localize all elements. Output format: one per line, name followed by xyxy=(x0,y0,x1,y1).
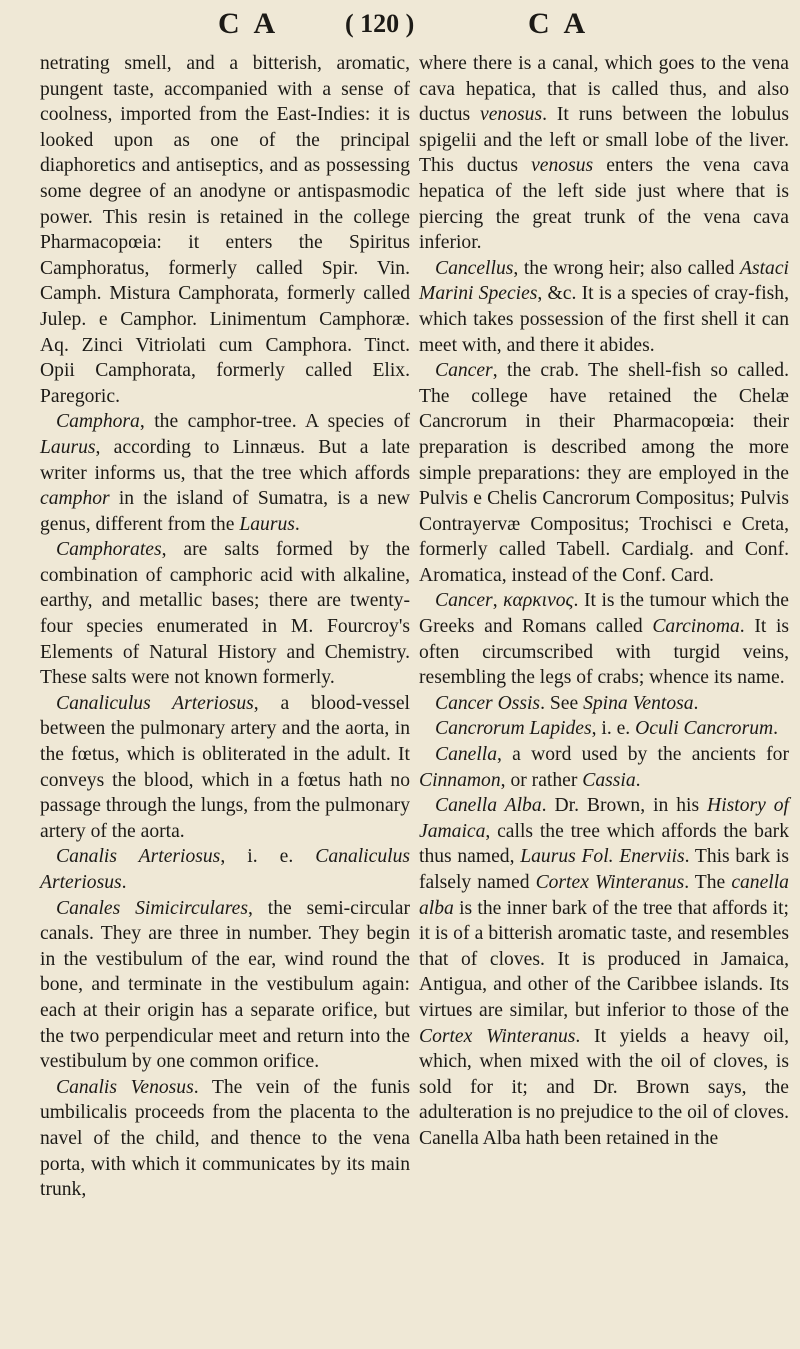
entry-camphora: Camphora, the camphor-tree. A species of Laurus, according to Linnæus. But a late writer informs us, that the tree which affords camphor in the island of Sumatra, is a new genus, different from the Laurus. xyxy=(40,411,410,535)
entry-cancrorum-lapides: Cancrorum Lapides, i. e. Oculi Cancrorum. xyxy=(435,718,779,740)
header-right-guide: C A xyxy=(528,7,590,40)
entry-term: Canella Alba xyxy=(435,795,542,817)
entry-camphor-continued: netrating smell, and a bitterish, aromatic, pungent taste, accompanied with a sense of coolness, imported from the East-Indies: it is looked upon as one of the principal diaphoretics and antiseptics, and as possessing some degree of an anodyne or antispasmodic power. This resin is retained in the college Pharmacopœia: it enters the Spiritus Camphoratus, formerly called Spir. Vin. Camph. Mistura Camphorata, formerly called Julep. e Camphor. Linimentum Camphoræ. Aq. Zinci Vitriolati cum Camphora. Tinct. Opii Camphorata, formerly called Elix. Paregoric. xyxy=(40,53,410,407)
entry-term: Camphorates xyxy=(56,539,162,561)
entry-canella: Canella, a word used by the ancients for Cinnamon, or rather Cassia. xyxy=(419,744,789,791)
entry-canella-alba: Canella Alba. Dr. Brown, in his History of Jamaica, calls the tree which affords the bark thus named, Laurus Fol. Enerviis. This bark is falsely named Cortex Winteranus. The canella alba is the inner bark of the tree that affords it; it is of a bitterish aromatic taste, and resembles that of cloves. It is produced in Jamaica, Antigua, and other of the Caribbee islands. Its virtues are similar, but inferior to those of the Cortex Winteranus. It yields a heavy oil, which, when mixed with the oil of cloves, is sold for it; and Dr. Brown says, the adulteration is no prejudice to the oil of cloves. Canella Alba hath been retained in the xyxy=(419,795,790,1149)
entry-camphorates: Camphorates, are salts formed by the combination of camphoric acid with alkaline, earthy, and metallic bases; there are twenty-four species enumerated in M. Fourcroy's Elements of Natural History and Chemistry. These salts were not known formerly. xyxy=(40,539,410,689)
entry-cancer-ossis: Cancer Ossis. See Spina Ventosa. xyxy=(435,692,699,714)
entry-canalis-arteriosus: Canalis Arteriosus, i. e. Canaliculus Arteriosus. xyxy=(40,846,410,893)
entry-term: Cancer xyxy=(435,590,493,612)
cross-reference: Cassia xyxy=(582,769,636,791)
entry-term: Cancellus xyxy=(435,257,514,279)
header-left-guide: C A xyxy=(218,7,280,40)
entry-canalis-venosus: Canalis Venosus. The vein of the funis umbilicalis proceeds from the placenta to the navel of the child, and thence to the vena porta, with which it communicates by its main trunk, xyxy=(40,1076,410,1201)
entry-term: Canales Simicirculares xyxy=(56,897,248,919)
entry-cancer-crab: Cancer, the crab. The shell-fish so called. The college have retained the Chelæ Cancrorum in their Pharmacopœia: their preparation is described among the more simple preparations: they are employed in the Pulvis e Chelis Cancrorum Compositus; Pulvis Contrayervæ Compositus; Trochisci e Creta, formerly called Tabell. Cardialg. and Conf. Aromatica, instead of the Conf. Card. xyxy=(419,360,789,586)
cross-reference: Spina Ventosa xyxy=(583,692,694,714)
right-column xyxy=(419,51,789,1152)
entry-term: Cancrorum Lapides xyxy=(435,718,592,740)
entry-term: Camphora xyxy=(56,411,140,433)
entry-term: Canalis Arteriosus xyxy=(56,846,221,868)
cross-reference: Oculi Cancrorum xyxy=(635,718,774,740)
entry-term: Canaliculus Arteriosus xyxy=(56,692,254,714)
entry-canales-simicirculares: Canales Simicirculares, the semi-circular canals. They are three in number. They begin in the vestibulum of the ear, wind round the bone, and terminate in the vestibulum again: each at their origin has a separate orifice, but the two perpendicular meet and return into the vestibulum by one common orifice. xyxy=(40,897,410,1073)
entry-canaliculus-arteriosus: Canaliculus Arteriosus, a blood-vessel between the pulmonary artery and the aorta, in the fœtus, which is obliterated in the adult. It conveys the blood, which in a fœtus hath no passage through the lungs, from the pulmonary artery of the aorta. xyxy=(40,692,410,842)
entry-term: Canalis Venosus xyxy=(56,1076,194,1098)
running-header xyxy=(0,4,800,44)
entry-cancellus: Cancellus, the wrong heir; also called Astaci Marini Species, &c. It is a species of cray-fish, which takes possession of the first shell it can meet with, and there it abides. xyxy=(419,257,789,356)
entry-term: Canella xyxy=(435,744,498,766)
entry-term: Cancer Ossis xyxy=(435,692,541,714)
entry-canalis-venosus-continued: where there is a canal, which goes to the vena cava hepatica, that is called thus, and also ductus venosus. It runs between the lobulus spigelii and the left or small lobe of the liver. This ductus venosus enters the vena cava hepatica of the left side just where that is piercing the great trunk of the vena cava inferior. xyxy=(419,53,789,254)
entry-cancer-tumour: Cancer, καρκινος. It is the tumour which the Greeks and Romans called Carcinoma. It is often circumscribed with turgid veins, resembling the legs of crabs; whence its name. xyxy=(419,590,790,689)
entry-term: Cancer xyxy=(435,360,493,382)
greek-term: καρκινος xyxy=(503,590,574,612)
cross-reference: Cinnamon xyxy=(419,769,501,791)
left-column xyxy=(40,51,410,1203)
page-number: ( 120 ) xyxy=(345,9,415,38)
cross-reference: Canaliculus Arteriosus xyxy=(40,846,410,893)
